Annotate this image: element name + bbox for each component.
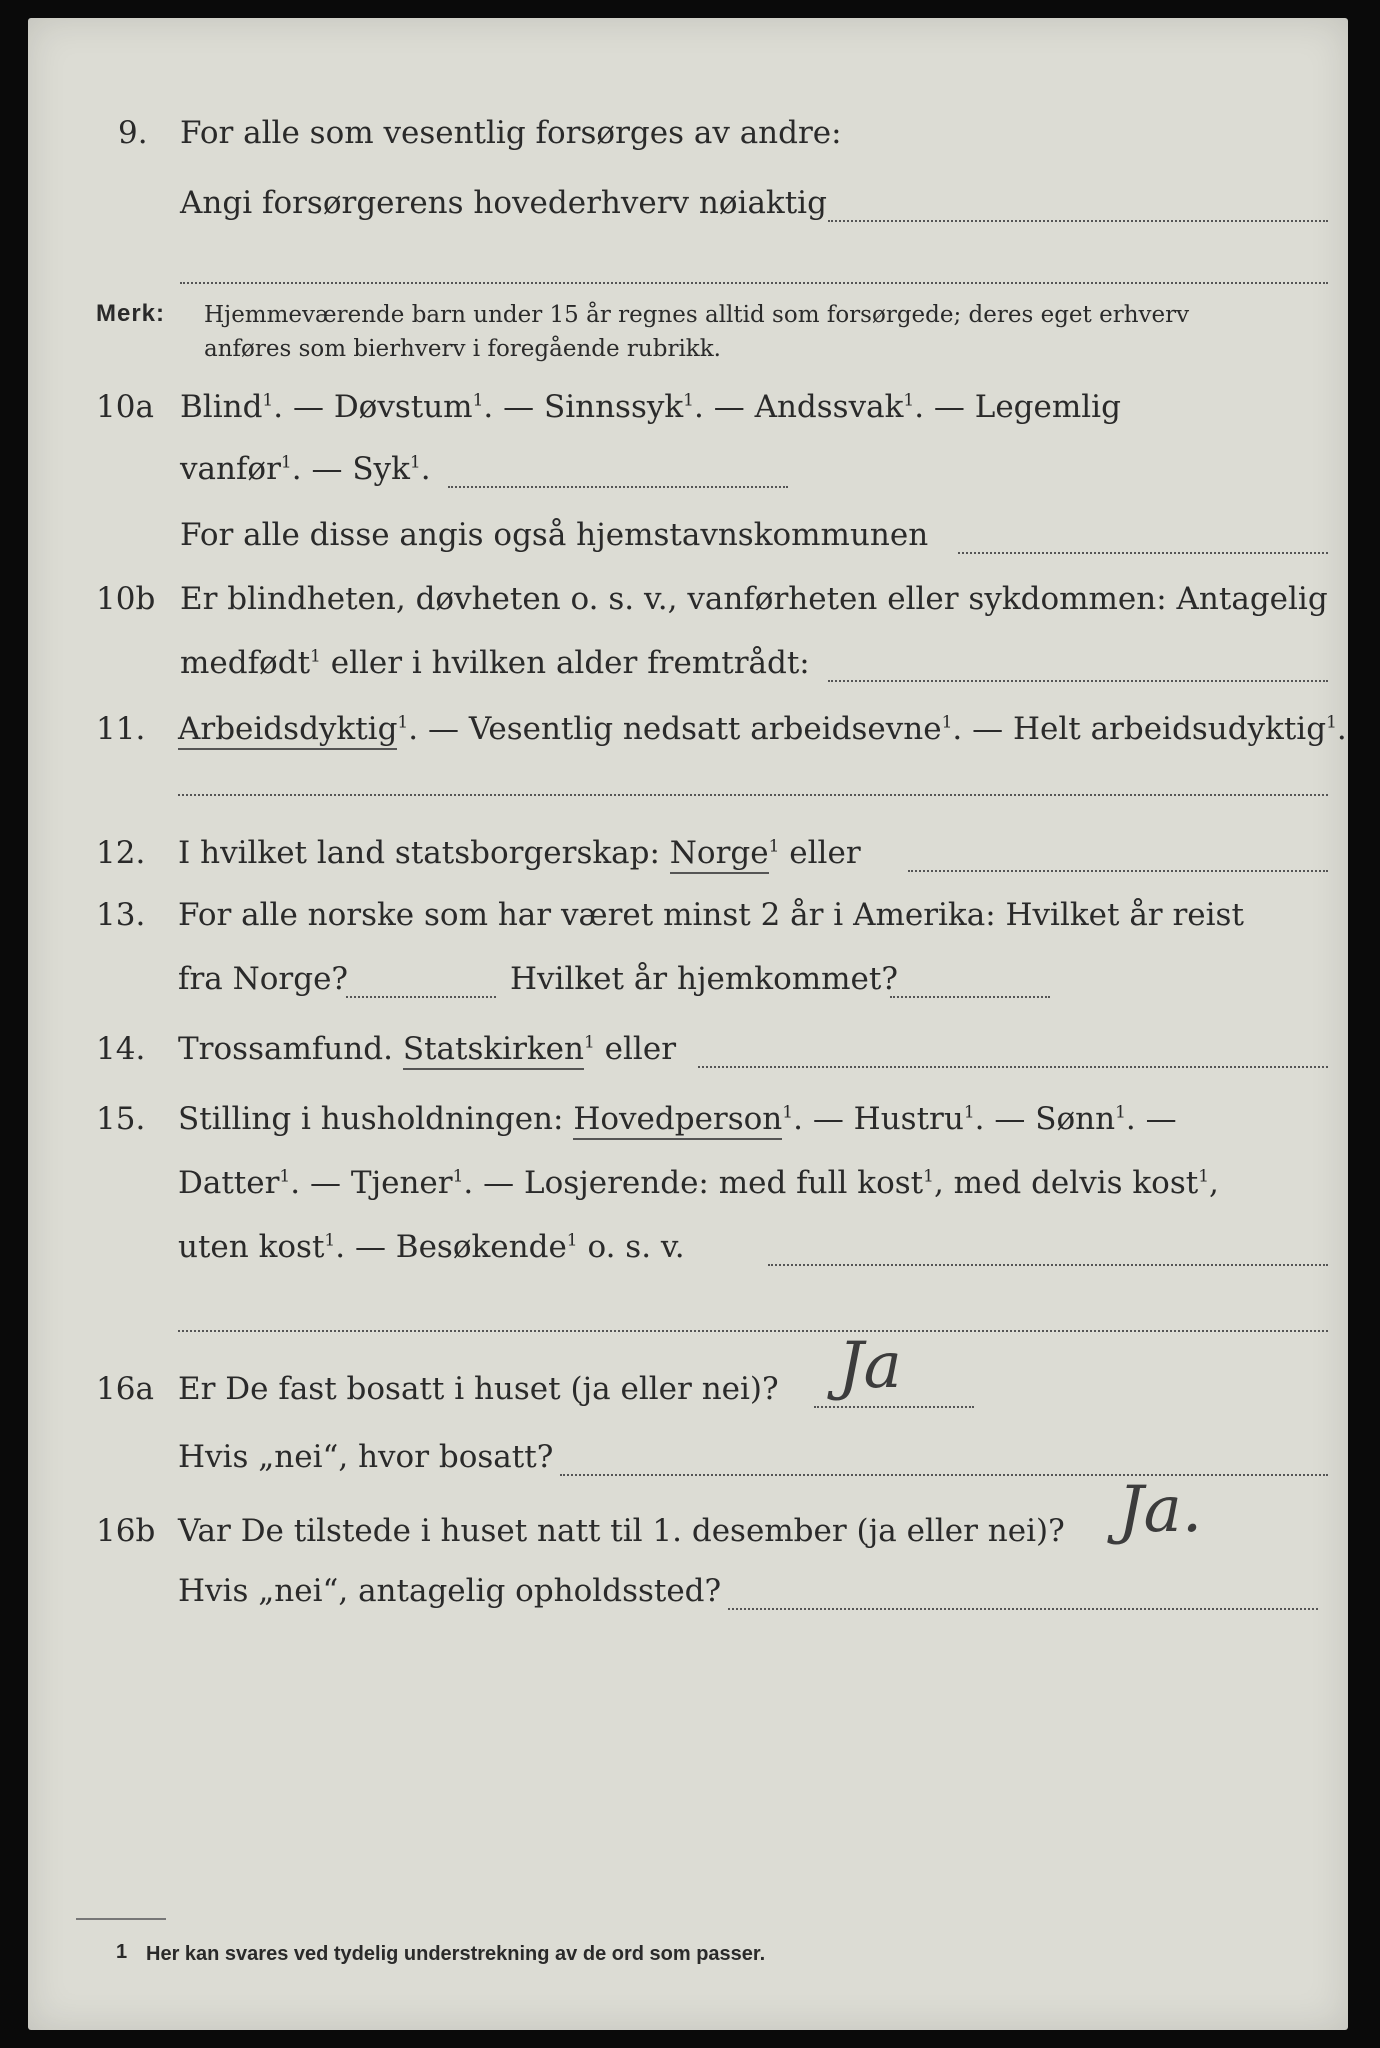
- q9-line1: For alle som vesentlig forsørges av andre:: [180, 115, 842, 151]
- option-nedsatt[interactable]: — Vesentlig nedsatt arbeidsevne: [427, 711, 942, 747]
- q12-line: I hvilket land statsborgerskap: Norge$^1$ eller: [178, 838, 861, 869]
- q16a-handwritten-answer: Ja: [838, 1329, 902, 1403]
- q14-prefix: Trossamfund.: [178, 1031, 393, 1067]
- q14-line: Trossamfund. Statskirken$^1$ eller: [178, 1034, 676, 1065]
- q13-hjemkommet-line[interactable]: [890, 996, 1050, 998]
- option-besokende[interactable]: — Besøkende: [354, 1229, 567, 1265]
- q10a-line1: Blind$^1$. — Døvstum$^1$. — Sinnssyk$^1$. — Andssvak$^1$. — Legemlig: [180, 389, 1121, 425]
- q16a-answer-line[interactable]: [814, 1406, 974, 1408]
- q16b-line1: Var De tilstede i huset natt til 1. desember (ja eller nei)?: [178, 1513, 1065, 1549]
- q15-answer-line[interactable]: [768, 1264, 1328, 1266]
- merk-line2: anføres som bierhverv i foregående rubrikk.: [204, 336, 721, 362]
- option-losjerende-full[interactable]: — Losjerende: med full kost: [483, 1165, 924, 1201]
- q12-answer-line[interactable]: [908, 870, 1328, 872]
- q13-hjemkommet: Hvilket år hjemkommet?: [510, 961, 898, 997]
- option-dovstum[interactable]: Døvstum: [333, 389, 473, 425]
- option-andssvak[interactable]: Andssvak: [754, 389, 904, 425]
- q16b-opholdssted-line[interactable]: [728, 1608, 1318, 1610]
- q11-line1: Arbeidsdyktig$^1$. — Vesentlig nedsatt arbeidsevne$^1$. — Helt arbeidsudyktig$^1$.: [178, 714, 1347, 745]
- q10b-number: 10b: [96, 581, 156, 617]
- q15-line1: Stilling i husholdningen: Hovedperson$^1$. — Hustru$^1$. — Sønn$^1$. —: [178, 1104, 1177, 1135]
- q9-answer-line[interactable]: [828, 220, 1328, 222]
- q16a-line1: Er De fast bosatt i huset (ja eller nei)?: [178, 1371, 779, 1407]
- footnote-mark: 1: [116, 1941, 128, 1963]
- q13-line1: For alle norske som har været minst 2 år i Amerika: Hvilket år reist: [178, 897, 1244, 933]
- q9-answer-line-2[interactable]: [180, 282, 1328, 284]
- option-udyktig[interactable]: — Helt arbeidsudyktig: [972, 711, 1327, 747]
- q11-answer-line[interactable]: [178, 794, 1328, 796]
- q14-answer-line[interactable]: [698, 1066, 1328, 1068]
- q13-reist-line[interactable]: [346, 996, 496, 998]
- q16a-number: 16a: [96, 1371, 154, 1407]
- q16b-line2: Hvis „nei“, antagelig opholdssted?: [178, 1573, 722, 1609]
- q10b-line1: Er blindheten, døvheten o. s. v., vanførheten eller sykdommen: Antagelig: [180, 581, 1328, 617]
- option-tjener[interactable]: — Tjener: [309, 1165, 453, 1201]
- q10a-line2: vanfør$^1$. — Syk$^1$.: [180, 451, 431, 487]
- q13-number: 13.: [96, 897, 146, 933]
- q9-line2: Angi forsørgerens hovederhverv nøiaktig: [180, 185, 827, 221]
- option-vanfor[interactable]: vanfør: [180, 451, 281, 487]
- q15-answer-line-2[interactable]: [178, 1330, 1328, 1332]
- option-norge[interactable]: Norge: [670, 835, 769, 874]
- q16a-bosatt-line[interactable]: [560, 1474, 1328, 1476]
- q12-eller: eller: [789, 835, 861, 871]
- merk-line1: Hjemmeværende barn under 15 år regnes alltid som forsørgede; deres eget erhverv: [204, 302, 1190, 328]
- q10b-answer-line[interactable]: [828, 680, 1328, 682]
- q15-line2: Datter$^1$. — Tjener$^1$. — Losjerende: med full kost$^1$, med delvis kost$^1$,: [178, 1165, 1219, 1201]
- option-sonn[interactable]: — Sønn: [994, 1101, 1116, 1137]
- q14-number: 14.: [96, 1031, 146, 1067]
- q16a-line2: Hvis „nei“, hvor bosatt?: [178, 1439, 554, 1475]
- q10a-hjemstavn-line[interactable]: [958, 552, 1328, 554]
- option-hovedperson[interactable]: Hovedperson: [573, 1101, 782, 1140]
- q10a-number: 10a: [96, 389, 154, 425]
- option-blind[interactable]: Blind: [180, 389, 263, 425]
- q11-number: 11.: [96, 711, 146, 747]
- option-delvis-kost[interactable]: , med delvis kost: [933, 1165, 1199, 1201]
- q15-osv: o. s. v.: [587, 1229, 685, 1265]
- q16b-handwritten-answer: Ja.: [1118, 1473, 1203, 1547]
- footnote-text: Her kan svares ved tydelig understrekning av de ord som passer.: [146, 1943, 766, 1965]
- q12-prefix: I hvilket land statsborgerskap:: [178, 835, 660, 871]
- option-datter[interactable]: Datter: [178, 1165, 280, 1201]
- option-statskirken[interactable]: Statskirken: [403, 1031, 584, 1070]
- q15-line3: uten kost$^1$. — Besøkende$^1$ o. s. v.: [178, 1229, 685, 1265]
- q15-number: 15.: [96, 1101, 146, 1137]
- merk-label: Merk:: [96, 300, 166, 327]
- q15-prefix: Stilling i husholdningen:: [178, 1101, 564, 1137]
- q10a-syk-line[interactable]: [448, 486, 788, 488]
- option-syk[interactable]: Syk: [352, 451, 410, 487]
- q10b-line2: medfødt$^1$ eller i hvilken alder fremtrådt:: [180, 645, 810, 681]
- footnote-rule: [76, 1918, 166, 1920]
- q14-eller: eller: [604, 1031, 677, 1067]
- q10a-line3: For alle disse angis også hjemstavnskommunen: [180, 517, 929, 553]
- option-arbeidsdyktig[interactable]: Arbeidsdyktig: [178, 711, 397, 750]
- q13-fra-norge: fra Norge?: [178, 961, 349, 997]
- q10b-line2-rest: eller i hvilken alder fremtrådt:: [330, 645, 810, 681]
- q16b-number: 16b: [96, 1513, 156, 1549]
- q9-number: 9.: [118, 115, 148, 151]
- census-form-page: [28, 18, 1348, 2030]
- option-sinnssyk[interactable]: Sinnssyk: [543, 389, 684, 425]
- option-legemlig[interactable]: Legemlig: [974, 389, 1121, 425]
- option-hustru[interactable]: — Hustru: [812, 1101, 964, 1137]
- q12-number: 12.: [96, 835, 146, 871]
- option-medfodt[interactable]: medfødt: [180, 645, 311, 681]
- option-uten-kost[interactable]: uten kost: [178, 1229, 325, 1265]
